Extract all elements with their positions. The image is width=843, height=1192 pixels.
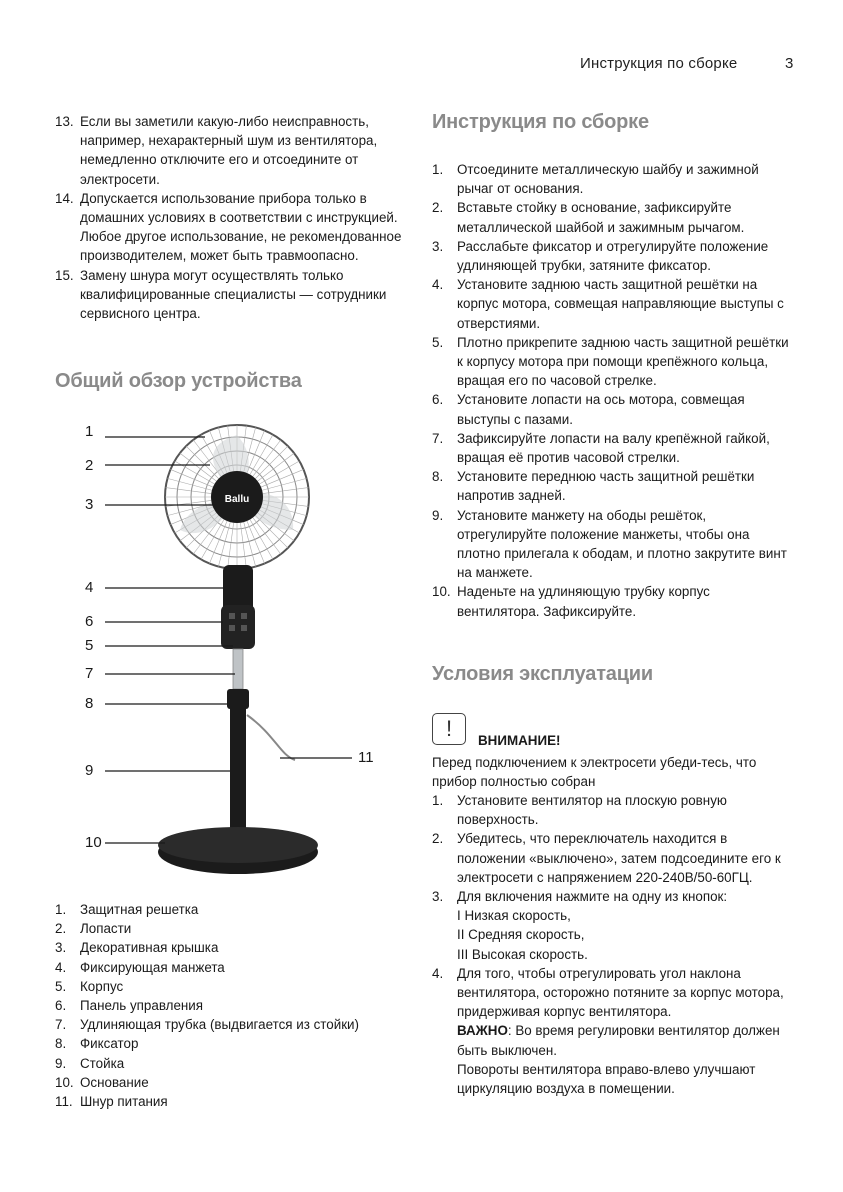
callout-10: 10 (85, 834, 102, 851)
callout-2: 2 (85, 457, 94, 474)
item-number: 1. (432, 793, 444, 808)
conditions-title: Условия эксплуатации (432, 663, 654, 685)
item-number: 6. (432, 392, 444, 408)
item-text: Вставьте стойку в основание, зафиксируйте металлической шайбой и зажимным рычагом. (457, 200, 745, 235)
item-number: 14. (55, 190, 74, 206)
speed-low: I Низкая скорость, (457, 908, 571, 924)
item-number: 8. (55, 1036, 67, 1052)
list-item (55, 977, 405, 996)
running-header-title: Инструкция по сборке (580, 55, 738, 72)
item-text: Замену шнура могут осуществлять только квалифицированные специалисты — сотрудники сервисного центра. (80, 267, 387, 322)
item-text: Для того, чтобы отрегулировать угол наклона вентилятора, осторожно потяните за корпус мотора, придерживая корпус вентилятора. (457, 965, 784, 1020)
item-number: 8. (432, 469, 444, 485)
important-text: : Во время регулировки вентилятор должен быть выключен. (457, 1023, 780, 1058)
list-item (432, 887, 792, 964)
list-item (55, 266, 405, 324)
list-item (432, 791, 792, 829)
callout-9: 9 (85, 762, 94, 779)
item-number: 4. (432, 277, 444, 293)
item-number: 7. (432, 430, 444, 446)
item-number: 5. (432, 334, 444, 350)
overview-title: Общий обзор устройства (55, 370, 302, 392)
item-text: Убедитесь, что переключатель находится в положении «выключено», затем подсоедините его к электросети с напряжением 220-240В/50-60ГЦ. (457, 831, 781, 885)
warning-icon: ! (432, 713, 466, 745)
item-number: 10. (55, 1074, 74, 1090)
item-number: 3. (432, 238, 444, 254)
important-label: ВАЖНО (457, 1023, 508, 1039)
item-number: 4. (55, 959, 67, 975)
item-text: Установите вентилятор на плоскую ровную поверхность. (457, 793, 727, 828)
item-text: Лопасти (80, 921, 132, 937)
item-number: 2. (55, 921, 67, 937)
callout-4: 4 (85, 579, 94, 596)
item-text: Фиксирующая манжета (80, 959, 225, 975)
callout-1: 1 (85, 423, 94, 440)
rotation-note: Повороты вентилятора вправо-влево улучшают циркуляцию воздуха в помещении. (457, 1061, 756, 1097)
list-item (432, 390, 792, 428)
item-number: 2. (432, 200, 444, 216)
list-item (55, 1073, 405, 1092)
parts-list (55, 900, 405, 1111)
item-text: Установите переднюю часть защитной решётки напротив задней. (457, 469, 755, 504)
item-text: Удлиняющая трубка (выдвигается из стойки) (80, 1017, 359, 1033)
item-number: 10. (432, 584, 451, 600)
item-number: 3. (432, 889, 444, 905)
list-item (55, 900, 405, 919)
item-text: Защитная решетка (80, 902, 199, 917)
list-item (432, 467, 792, 505)
conditions-steps (432, 791, 792, 1098)
list-item (55, 996, 405, 1015)
item-text: Для включения нажмите на одну из кнопок: (457, 889, 728, 905)
item-number: 1. (55, 902, 67, 917)
assembly-steps (432, 160, 792, 621)
list-item (432, 964, 792, 1098)
item-text: Панель управления (80, 998, 204, 1014)
list-item (55, 1034, 405, 1053)
item-number: 3. (55, 940, 67, 956)
item-number: 1. (432, 162, 444, 177)
warning-label: ВНИМАНИЕ! (478, 733, 561, 748)
item-number: 6. (55, 998, 67, 1014)
callout-3: 3 (85, 496, 94, 513)
list-item (432, 506, 792, 583)
item-text: Допускается использование прибора только в домашних условиях в соответствии с инструкцией. Любое другое использование, не рекомендованное производителем, может быть травмоопасно. (80, 190, 402, 264)
callout-11: 11 (358, 749, 374, 766)
callout-8: 8 (85, 695, 94, 712)
item-text: Шнур питания (80, 1094, 168, 1110)
assembly-title: Инструкция по сборке (432, 111, 649, 133)
list-item (432, 429, 792, 467)
brand-logo: Ballu (224, 494, 250, 505)
item-text: Если вы заметили какую-либо неисправность, например, нехарактерный шум из вентилятора, немедленно отключите его и отсоедините от электросети. (80, 114, 378, 187)
item-number: 2. (432, 831, 444, 847)
item-number: 15. (55, 267, 74, 283)
list-item (55, 1015, 405, 1034)
list-item (432, 333, 792, 391)
callout-7: 7 (85, 665, 94, 682)
item-text: Расслабьте фиксатор и отрегулируйте положение удлиняющей трубки, затяните фиксатор. (457, 238, 769, 274)
item-number: 5. (55, 978, 67, 994)
item-text: Фиксатор (80, 1036, 139, 1052)
safety-list-continued (55, 112, 405, 323)
list-item (55, 1092, 405, 1111)
list-item (55, 1054, 405, 1073)
item-number: 9. (432, 507, 444, 523)
item-text: Установите лопасти на ось мотора, совмещая выступы с пазами. (457, 392, 745, 427)
item-text: Наденьте на удлиняющую трубку корпус вентилятора. Зафиксируйте. (457, 584, 710, 619)
list-item (432, 275, 792, 333)
item-text: Основание (80, 1074, 149, 1090)
fan-diagram (55, 415, 400, 895)
callout-5: 5 (85, 637, 94, 654)
list-item (432, 160, 792, 198)
item-text: Декоративная крышка (80, 940, 219, 956)
list-item (55, 958, 405, 977)
list-item (432, 237, 792, 275)
item-text: Отсоедините металлическую шайбу и зажимной рычаг от основания. (457, 162, 759, 197)
callout-6: 6 (85, 613, 94, 630)
list-item (55, 189, 405, 266)
list-item (55, 112, 405, 189)
page-number: 3 (785, 55, 794, 72)
item-number: 9. (55, 1055, 67, 1071)
item-text: Зафиксируйте лопасти на валу крепёжной гайкой, вращая её против часовой стрелки. (457, 430, 770, 466)
item-number: 13. (55, 114, 74, 129)
item-text: Плотно прикрепите заднюю часть защитной решётки к корпусу мотора при помощи крепёжного кольца, вращая его по часовой стрелке. (457, 334, 789, 389)
list-item (55, 938, 405, 957)
warning-intro: Перед подключением к электросети убеди-тесь, что прибор полностью собран (432, 755, 757, 790)
item-number: 4. (432, 965, 444, 981)
list-item (432, 829, 792, 887)
item-text: Установите манжету на ободы решёток, отрегулируйте положение манжеты, чтобы она плотно прилегала к ободам, и плотно закрутите винт на манжете. (457, 507, 787, 581)
speed-medium: II Средняя скорость, (457, 927, 585, 943)
item-text: Стойка (80, 1055, 125, 1071)
item-text: Установите заднюю часть защитной решётки на корпус мотора, совмещая направляющие выступы с отверстиями. (457, 277, 784, 331)
item-number: 7. (55, 1017, 67, 1033)
list-item (432, 198, 792, 236)
item-number: 11. (55, 1094, 73, 1110)
item-text: Корпус (80, 978, 124, 994)
fan-illustration (55, 415, 400, 895)
list-item (432, 582, 792, 620)
speed-high: III Высокая скорость. (457, 946, 588, 962)
important-note (457, 1021, 792, 1059)
list-item (55, 919, 405, 938)
